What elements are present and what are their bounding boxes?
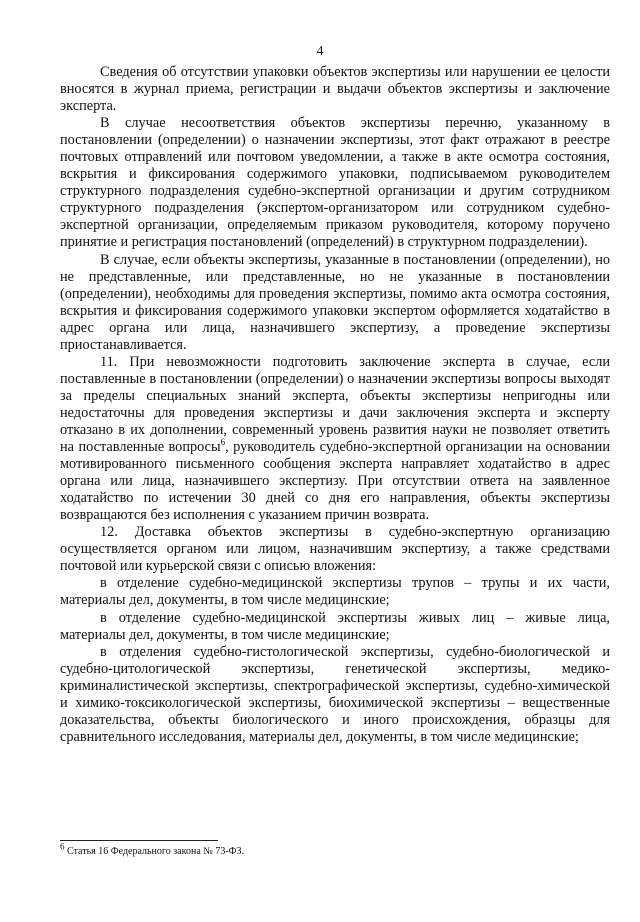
footnote-text: Статья 16 Федерального закона № 73-ФЗ. xyxy=(64,846,245,857)
footnote-divider xyxy=(60,840,218,841)
list-item-corpses-department: в отделение судебно-медицинской экспертизы трупов – трупы и их части, материалы дел, документы, в том числе медицинские; xyxy=(60,575,610,609)
footnote xyxy=(60,841,610,858)
paragraph-11-text-end: , руководитель судебно-экспертной организации на основании мотивированного письменного сообщения эксперта направляет ходатайство в адрес органа или лица, назначившего экспертизу. При отсутствии ответа на заявленное ходатайство по истечении 30 дней со дня его направления, объекты экспертизы возвращаются без исполнения с указанием причин возврата. xyxy=(60,439,610,524)
paragraph-mismatch-objects: В случае несоответствия объектов экспертизы перечню, указанному в постановлении (определении) о назначении экспертизы, этот факт отражают в реестре почтовых отправлений или почтовом уведомлении, а также в акте осмотра состояния, вскрытия и фиксирования содержимого упаковки, подписываемом руководителем структурного подразделения судебно-экспертной организации и другим сотрудником структурного подразделения (экспертом-организатором или сотрудником судебно-экспертной организации, определяемым приказом руководителя, которому поручено принятие и регистрация постановлений (определений) в структурном подразделении). xyxy=(60,115,610,251)
footnote-mark: 6 xyxy=(60,841,65,852)
paragraph-packaging-record: Сведения об отсутствии упаковки объектов экспертизы или нарушении ее целости вносятся в журнал приема, регистрации и выдачи объектов экспертизы и заключение эксперта. xyxy=(60,64,610,115)
paragraph-12: 12. Доставка объектов экспертизы в судебно-экспертную организацию осуществляется органом или лицом, назначившим экспертизу, а также средствами почтовой или курьерской связи с описью вложения: xyxy=(60,524,610,575)
page-number: 4 xyxy=(316,44,324,59)
paragraph-11 xyxy=(60,354,610,524)
list-item-laboratory-departments: в отделения судебно-гистологической экспертизы, судебно-биологической и судебно-цитологической экспертизы, генетической экспертизы, медико-криминалистической экспертизы, спектрографической экспертизы, судебно-химической и химико-токсикологической экспертизы, биохимической экспертизы – вещественные доказательства, объекты биологического и иного происхождения, образцы для сравнительного исследования, материалы дел, документы, в том числе медицинские; xyxy=(60,643,610,745)
document-body xyxy=(60,64,610,746)
list-item-living-persons-department: в отделение судебно-медицинской экспертизы живых лиц – живые лица, материалы дел, документы, в том числе медицинские; xyxy=(60,609,610,643)
paragraph-missing-objects: В случае, если объекты экспертизы, указанные в постановлении (определении), но не представленные, или представленные, но не указанные в постановлении (определении), необходимы для проведения экспертизы, помимо акта осмотра состояния, вскрытия и фиксирования содержимого упаковки экспертом оформляется ходатайство в адрес органа или лица, назначившего экспертизу, а проведение экспертизы приостанавливается. xyxy=(60,251,610,353)
paragraph-11-text-start: 11. При невозможности подготовить заключение эксперта в случае, если поставленные в постановлении (определении) о назначении экспертизы вопросы выходят за пределы специальных знаний эксперта, объекты экспертизы непригодны или недостаточны для проведения экспертизы и дачи заключения эксперта и эксперту отказано в их дополнении, современный уровень развития науки не позволяет ответить на поставленные вопросы xyxy=(60,353,610,456)
footnote-reference: 6 xyxy=(220,437,226,448)
